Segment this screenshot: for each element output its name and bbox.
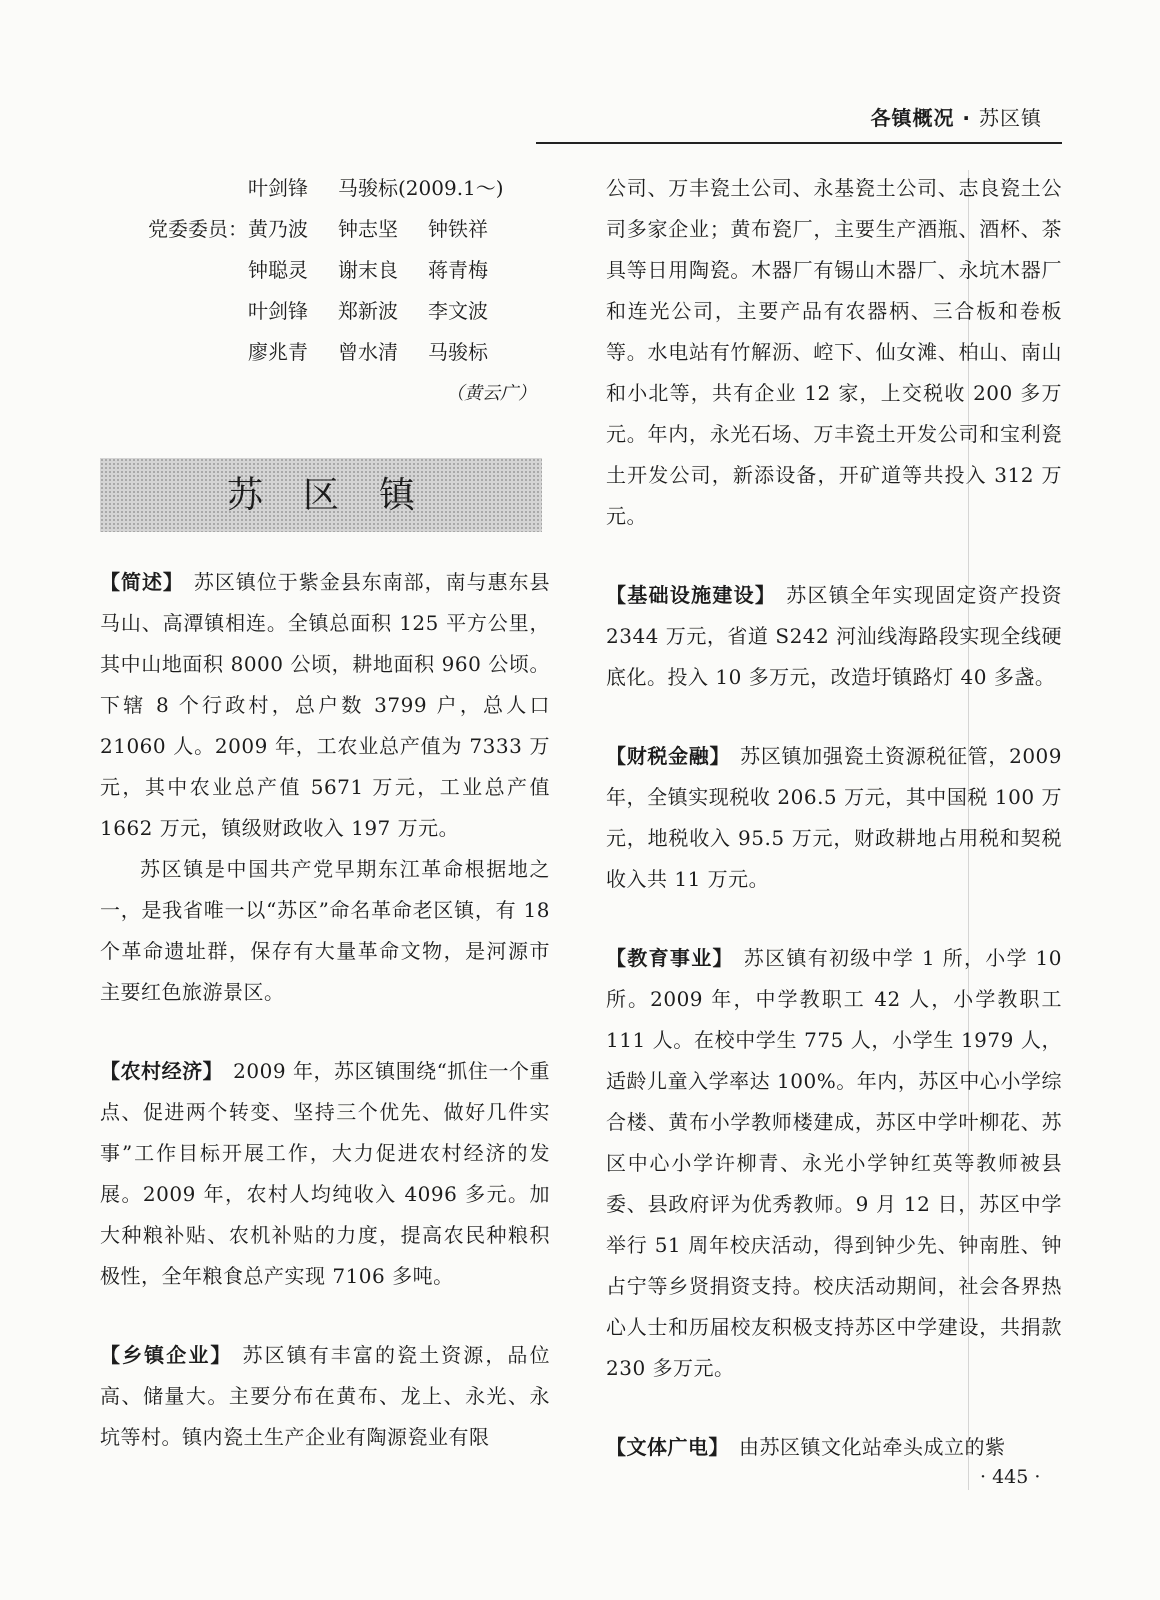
section-tag: 【农村经济】 [100,1059,224,1083]
member-row [100,291,550,332]
enterprise-continued: 公司、万丰瓷土公司、永基瓷土公司、志良瓷土公司多家企业；黄布瓷厂，主要生产酒瓶、酒杯、茶具等日用陶瓷。木器厂有锡山木器厂、永坑木器厂和连光公司，主要产品有农器柄、三合板和卷板等。水电站有竹解沥、崆下、仙女滩、柏山、南山和小北等，共有企业 12 家，上交税收 200 多万元。年内，永光石场、万丰瓷土开发公司和宝利瓷土开发公司，新添设备，开矿道等共投入 312 万元。 [606,176,1062,528]
member-name: 钟聪灵 [248,258,308,282]
member-name: 叶剑锋 [248,299,308,323]
finance-paragraph [606,736,1062,900]
member-name: 叶剑锋 [248,176,308,200]
author-credit: （黄云广） [446,383,536,404]
member-row [100,250,550,291]
member-name: 廖兆青 [248,340,308,364]
enterprise-paragraph [100,1335,550,1458]
rural-economy-text: 2009 年，苏区镇围绕“抓住一个重点、促进两个转变、坚持三个优先、做好几件实事”工作目标开展工作，大力促进农村经济的发展。2009 年，农村人均纯收入 4096 多元。加大种粮补贴、农机补贴的力度，提高农民种粮积极性，全年粮食总产实现 7106 多吨。 [100,1059,551,1288]
member-name: 李文波 [428,299,488,323]
section-tag: 【财税金融】 [606,744,731,768]
member-name: 马骏标 [428,340,488,364]
section-tag: 【简述】 [100,570,184,594]
member-name: 黄乃波 [248,217,308,241]
town-title: 苏区镇 [226,474,455,516]
section-tag: 【教育事业】 [606,946,734,970]
section-tag: 【文体广电】 [606,1435,729,1459]
rural-economy-paragraph [100,1051,550,1297]
member-name: 谢末良 [338,258,398,282]
header-separator: · [954,106,979,130]
education-paragraph [606,938,1062,1389]
section-tag: 【乡镇企业】 [100,1343,233,1367]
overview-paragraph [100,562,550,849]
enterprise-text: 苏区镇有丰富的瓷土资源，品位高、储量大。主要分布在黄布、龙上、永光、永坑等村。镇内瓷土生产企业有陶源瓷业有限 [100,1343,551,1449]
education-text: 苏区镇有初级中学 1 所，小学 10 所。2009 年，中学教职工 42 人，小学教职工 111 人。在校中学生 775 人，小学生 1979 人，适龄儿童入学率达 100%。年内，苏区中心小学综合楼、黄布小学教师楼建成，苏区中学叶柳花、苏区中心小学许柳青、永光小学钟红英等教师被县委、县政府评为优秀教师。9 月 12 日，苏区中学举行 51 周年校庆活动，得到钟少先、钟南胜、钟占宁等乡贤捐资支持。校庆活动期间，社会各界热心人士和历届校友积极支持苏区中学建设，共捐款 230 多万元。 [606,946,1063,1380]
infrastructure-paragraph [606,575,1062,698]
header-town: 苏区镇 [979,106,1042,130]
town-title-banner [100,458,542,532]
committee-label: 党委委员： [148,217,248,241]
member-name: 钟志坚 [338,217,398,241]
member-row [100,332,550,373]
section-tag: 【基础设施建设】 [606,583,777,607]
header-section: 各镇概况 [870,106,955,130]
member-name: 蒋青梅 [428,258,488,282]
member-name: 郑新波 [338,299,398,323]
header-rule [536,142,1062,144]
member-row [100,209,550,250]
right-column [606,168,1062,1468]
infrastructure-text: 苏区镇全年实现固定资产投资 2344 万元，省道 S242 河汕线海路段实现全线硬底化。投入 10 多万元，改造圩镇路灯 40 多盏。 [606,583,1063,689]
member-name: 马骏标(2009.1～) [338,176,504,200]
page-number: · 445 · [980,1466,1041,1488]
running-header [870,102,1042,131]
history-paragraph: 苏区镇是中国共产党早期东江革命根据地之一，是我省唯一以“苏区”命名革命老区镇，有 18 个革命遗址群，保存有大量革命文物，是河源市主要红色旅游景区。 [100,857,550,1004]
finance-text: 苏区镇加强瓷土资源税征管，2009 年，全镇实现税收 206.5 万元，其中国税 100 万元，地税收入 95.5 万元，财政耕地占用税和契税收入共 11 万元。 [606,744,1062,891]
member-name: 曾水清 [338,340,398,364]
culture-text: 由苏区镇文化站牵头成立的紫 [739,1435,1006,1459]
culture-paragraph [606,1427,1062,1468]
left-column [100,168,550,1458]
member-name: 钟铁祥 [428,217,488,241]
overview-text: 苏区镇位于紫金县东南部，南与惠东县马山、高潭镇相连。全镇总面积 125 平方公里，其中山地面积 8000 公顷，耕地面积 960 公顷。下辖 8 个行政村，总户数 3799 户，总人口 21060 人。2009 年，工农业总产值为 7333 万元，其中农业总产值 5671 万元，工业总产值 1662 万元，镇级财政收入 197 万元。 [100,570,551,840]
member-row [100,168,550,209]
